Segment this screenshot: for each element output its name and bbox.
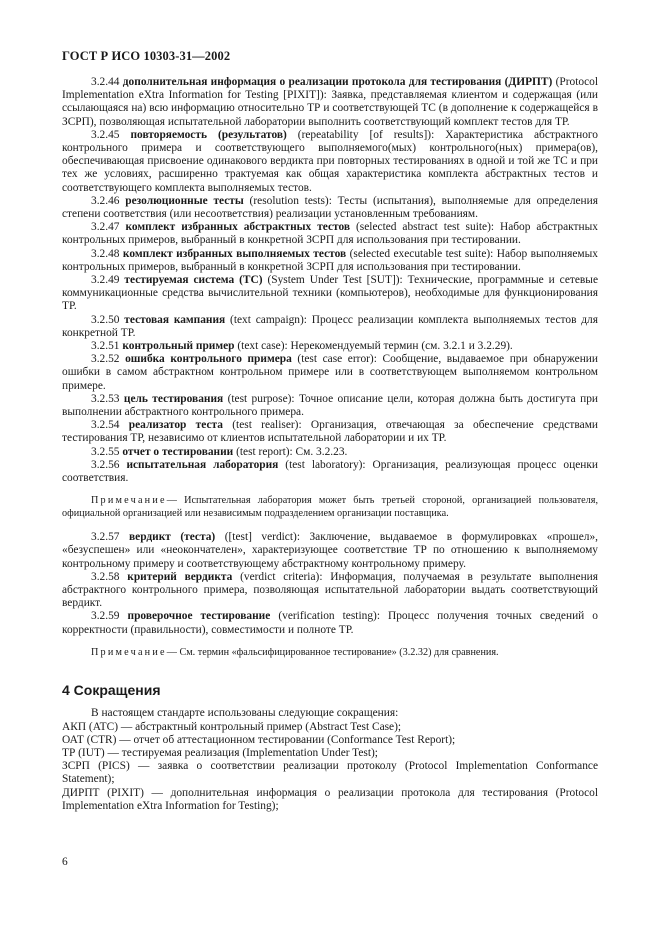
abbreviation-item: ОАТ (CTR) — отчет об аттестационном тестировании (Conformance Test Report); — [62, 733, 456, 746]
definition-text: (resolution tests): Тесты (испытания), выполняемые для определения степени соответствия (или несоответствия) реализации установленным требованиям. — [62, 194, 598, 221]
definition-text: (selected executable test suite): Набор выполняемых контрольных примеров, выбранный в конкретной ЗСРП для использования при тестировании. — [62, 247, 598, 273]
definition-term: реализатор теста — [128, 419, 223, 432]
definition-text: (test report): См. 3.2.23. — [233, 445, 348, 458]
definition-item — [62, 419, 598, 445]
definition-item — [62, 340, 598, 353]
definition-text: (Protocol Implementation eXtra Information for Testing [PIXIT]): Заявка, представляемая клиентом и содержащая (или ссылающаяся на) всю информацию относительно ТР и соответствующей ТС (в дополнение к содержащейся в ЗСРП), позволяющая испытательной лаборатории выполнить соответствующий комплект тестов для ТР. — [62, 76, 598, 128]
definition-text: (test laboratory): Организация, реализующая процесс оценки соответствия. — [62, 458, 598, 485]
definition-number: 3.2.56 — [91, 458, 120, 471]
definition-item — [62, 248, 598, 274]
definition-item — [62, 221, 598, 247]
definition-text: (System Under Test [SUT]): Технические, программные и сетевые коммуникационные средства вычислительной техники (компьютеров), необходимые для функционирования ТР. — [62, 274, 599, 313]
definition-term: критерий вердикта — [127, 570, 233, 583]
definition-text: (verdict criteria): Информация, получаемая в результате выполнения абстрактного контрольного примера, позволяющая испытательной лаборатории выдать соответствующий вердикт. — [62, 570, 599, 610]
definition-term: тестовая кампания — [124, 313, 226, 326]
note-text: — См. термин «фальсифицированное тестирование» (3.2.32) для сравнения. — [166, 646, 499, 658]
definition-term: цель тестирования — [123, 392, 224, 405]
definition-number: 3.2.46 — [91, 194, 120, 207]
definition-term: комплект избранных выполняемых тестов — [122, 247, 347, 260]
note-text: — Испытательная лаборатория может быть третьей стороной, организацией пользователя, официальной организацией или независимым подразделением организации поставщика. — [62, 495, 598, 519]
definition-term: контрольный пример — [122, 340, 235, 353]
note-2 — [62, 647, 598, 659]
definition-term: испытательная лаборатория — [126, 458, 279, 471]
definition-number: 3.2.59 — [91, 610, 120, 623]
definition-term: ошибка контрольного примера — [125, 353, 292, 366]
definition-item — [62, 129, 598, 195]
definition-number: 3.2.48 — [91, 247, 120, 260]
definition-number: 3.2.47 — [91, 221, 120, 234]
note-label: Примечание — [91, 646, 167, 658]
definition-text: (test purpose): Точное описание цели, которая должна быть достигута при выполнении абстрактного контрольного примера. — [62, 392, 598, 419]
definition-number: 3.2.49 — [91, 274, 120, 287]
abbreviation-item: АКП (ATC) — абстрактный контрольный пример (Abstract Test Case); — [62, 720, 402, 733]
definition-item — [62, 446, 598, 459]
definition-text: (test case error): Сообщение, выдаваемое при обнаружении ошибки в самом абстрактном контрольном примере или в соответствующем выполняемом контрольном примере. — [62, 353, 598, 392]
definition-item — [62, 274, 598, 314]
definition-number: 3.2.53 — [91, 392, 120, 405]
definition-text: (text case): Нерекомендуемый термин (см. 3.2.1 и 3.2.29). — [234, 340, 513, 353]
definition-term: комплект избранных абстрактных тестов — [125, 221, 351, 234]
definitions-list — [62, 76, 598, 485]
definition-item — [62, 571, 598, 611]
definition-term: дополнительная информация о реализации протокола для тестирования (ДИРПТ) — [122, 76, 553, 88]
definition-term: повторяемость (результатов) — [130, 128, 287, 141]
abbreviation-item: ТР (IUT) — тестируемая реализация (Implementation Under Test); — [62, 746, 378, 759]
definition-text: (test realiser): Организация, отвечающая за обеспечение средствами тестирования ТР, независимо от клиентов испытательной лаборатории и их ТР. — [62, 419, 598, 445]
definition-item — [62, 314, 598, 340]
document-header: ГОСТ Р ИСО 10303-31—2002 — [62, 49, 231, 63]
definition-term: проверочное тестирование — [127, 610, 271, 623]
definition-term: вердикт (теста) — [128, 531, 216, 544]
abbreviation-item: ЗСРП (PICS) — заявка о соответствии реализации протоколу (Protocol Implementation Conformance Statement); — [62, 760, 598, 786]
definition-number: 3.2.54 — [91, 419, 120, 432]
section-title: 4 Сокращения — [62, 682, 161, 699]
definition-number: 3.2.44 — [91, 76, 120, 88]
page-number: 6 — [62, 856, 68, 868]
definition-term: резолюционные тесты — [125, 194, 244, 207]
definition-number: 3.2.45 — [91, 128, 120, 141]
abbreviations-list — [62, 721, 598, 813]
definition-number: 3.2.57 — [91, 531, 120, 544]
definition-item — [62, 195, 598, 221]
definition-number: 3.2.52 — [91, 353, 120, 366]
definition-term: тестируемая система (ТС) — [124, 274, 263, 287]
abbreviation-item: ДИРПТ (PIXIT) — дополнительная информация о реализации протокола для тестирования (Protocol Implementation eXtra Information for Testing); — [62, 786, 598, 812]
definition-term: отчет о тестировании — [122, 445, 234, 458]
definition-number: 3.2.58 — [91, 570, 120, 583]
definition-item — [62, 459, 598, 485]
section-intro: В настоящем стандарте использованы следующие сокращения: — [91, 707, 399, 720]
note-label: Примечание — [91, 495, 167, 507]
definition-text: (text campaign): Процесс реализации комплекта выполняемых тестов для конкретной ТР. — [62, 313, 598, 339]
definition-item — [62, 531, 598, 571]
definition-text: (repeatability [of results]): Характеристика абстрактного контрольного примера и соответствующего выполняемого(мых) контрольного(ных) примера(ов), обеспечивающая присвоение одинакового вердикта при повторных тестированиях в одной и той же ТС и при тех же условиях, расширенно трактуемая как общая характеристика комплекта абстрактных тестов и соответствующего комплекта выполняемых тестов. — [62, 128, 598, 194]
definition-item — [62, 76, 598, 129]
definition-item — [62, 353, 598, 393]
definition-item — [62, 393, 598, 419]
document-body — [62, 76, 598, 813]
definition-number: 3.2.51 — [91, 340, 120, 353]
definitions-list-2 — [62, 531, 598, 637]
definition-text: (verification testing): Процесс получения точных сведений о корректности (правильности), совместимости и полноте ТР. — [62, 610, 598, 636]
definition-number: 3.2.55 — [91, 445, 120, 458]
definition-number: 3.2.50 — [91, 313, 120, 326]
note — [62, 495, 598, 520]
definition-text: (selected abstract test suite): Набор абстрактных контрольных примеров, выбранный в конкретной ЗСРП для использования при тестировании. — [62, 221, 598, 247]
definition-text: ([test] verdict): Заключение, выдаваемое в формулировках «прошел», «безуспешен» или «неокончателен», характеризующее соответствие ТР по отношению к выполняемому контрольному примеру и соответствующему абстрактному контрольному примеру. — [62, 531, 598, 570]
definition-item — [62, 610, 598, 636]
